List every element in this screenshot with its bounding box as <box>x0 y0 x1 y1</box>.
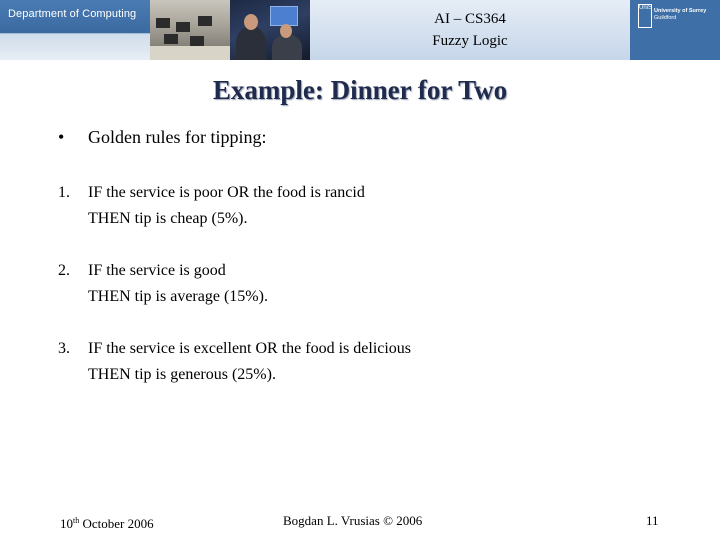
rule-number: 1. <box>58 184 70 201</box>
rule-number: 2. <box>58 262 70 279</box>
rule-condition: IF the service is poor OR the food is rancid <box>88 184 365 201</box>
unis-logo-icon: UniS <box>638 4 652 28</box>
footer-author: Bogdan L. Vrusias © 2006 <box>283 513 423 528</box>
rule-number: 3. <box>58 340 70 357</box>
rule-consequence: THEN tip is generous (25%). <box>88 366 276 383</box>
course-title: AI – CS364 <box>434 11 506 27</box>
slide-title: Example: Dinner for Two <box>212 75 508 105</box>
course-subtitle: Fuzzy Logic <box>432 33 508 49</box>
page-number: 11 <box>646 513 659 528</box>
rule-condition: IF the service is excellent OR the food is delicious <box>88 340 412 357</box>
header-banner <box>0 0 720 60</box>
university-logo <box>630 0 720 60</box>
department-label: Department of Computing <box>8 8 137 20</box>
rule-consequence: THEN tip is average (15%). <box>88 288 268 305</box>
department-strip <box>0 0 150 60</box>
bullet-icon: • <box>58 127 65 147</box>
rule-consequence: THEN tip is cheap (5%). <box>88 210 248 227</box>
course-title-box <box>310 0 630 60</box>
rule-condition: IF the service is good <box>88 262 226 279</box>
students-photo <box>230 0 310 60</box>
computer-lab-photo <box>150 0 230 60</box>
bullet-text: Golden rules for tipping: <box>88 127 267 147</box>
footer-date: 10th October 2006 <box>60 516 154 531</box>
university-name: University of Surrey Guildford <box>654 8 707 21</box>
